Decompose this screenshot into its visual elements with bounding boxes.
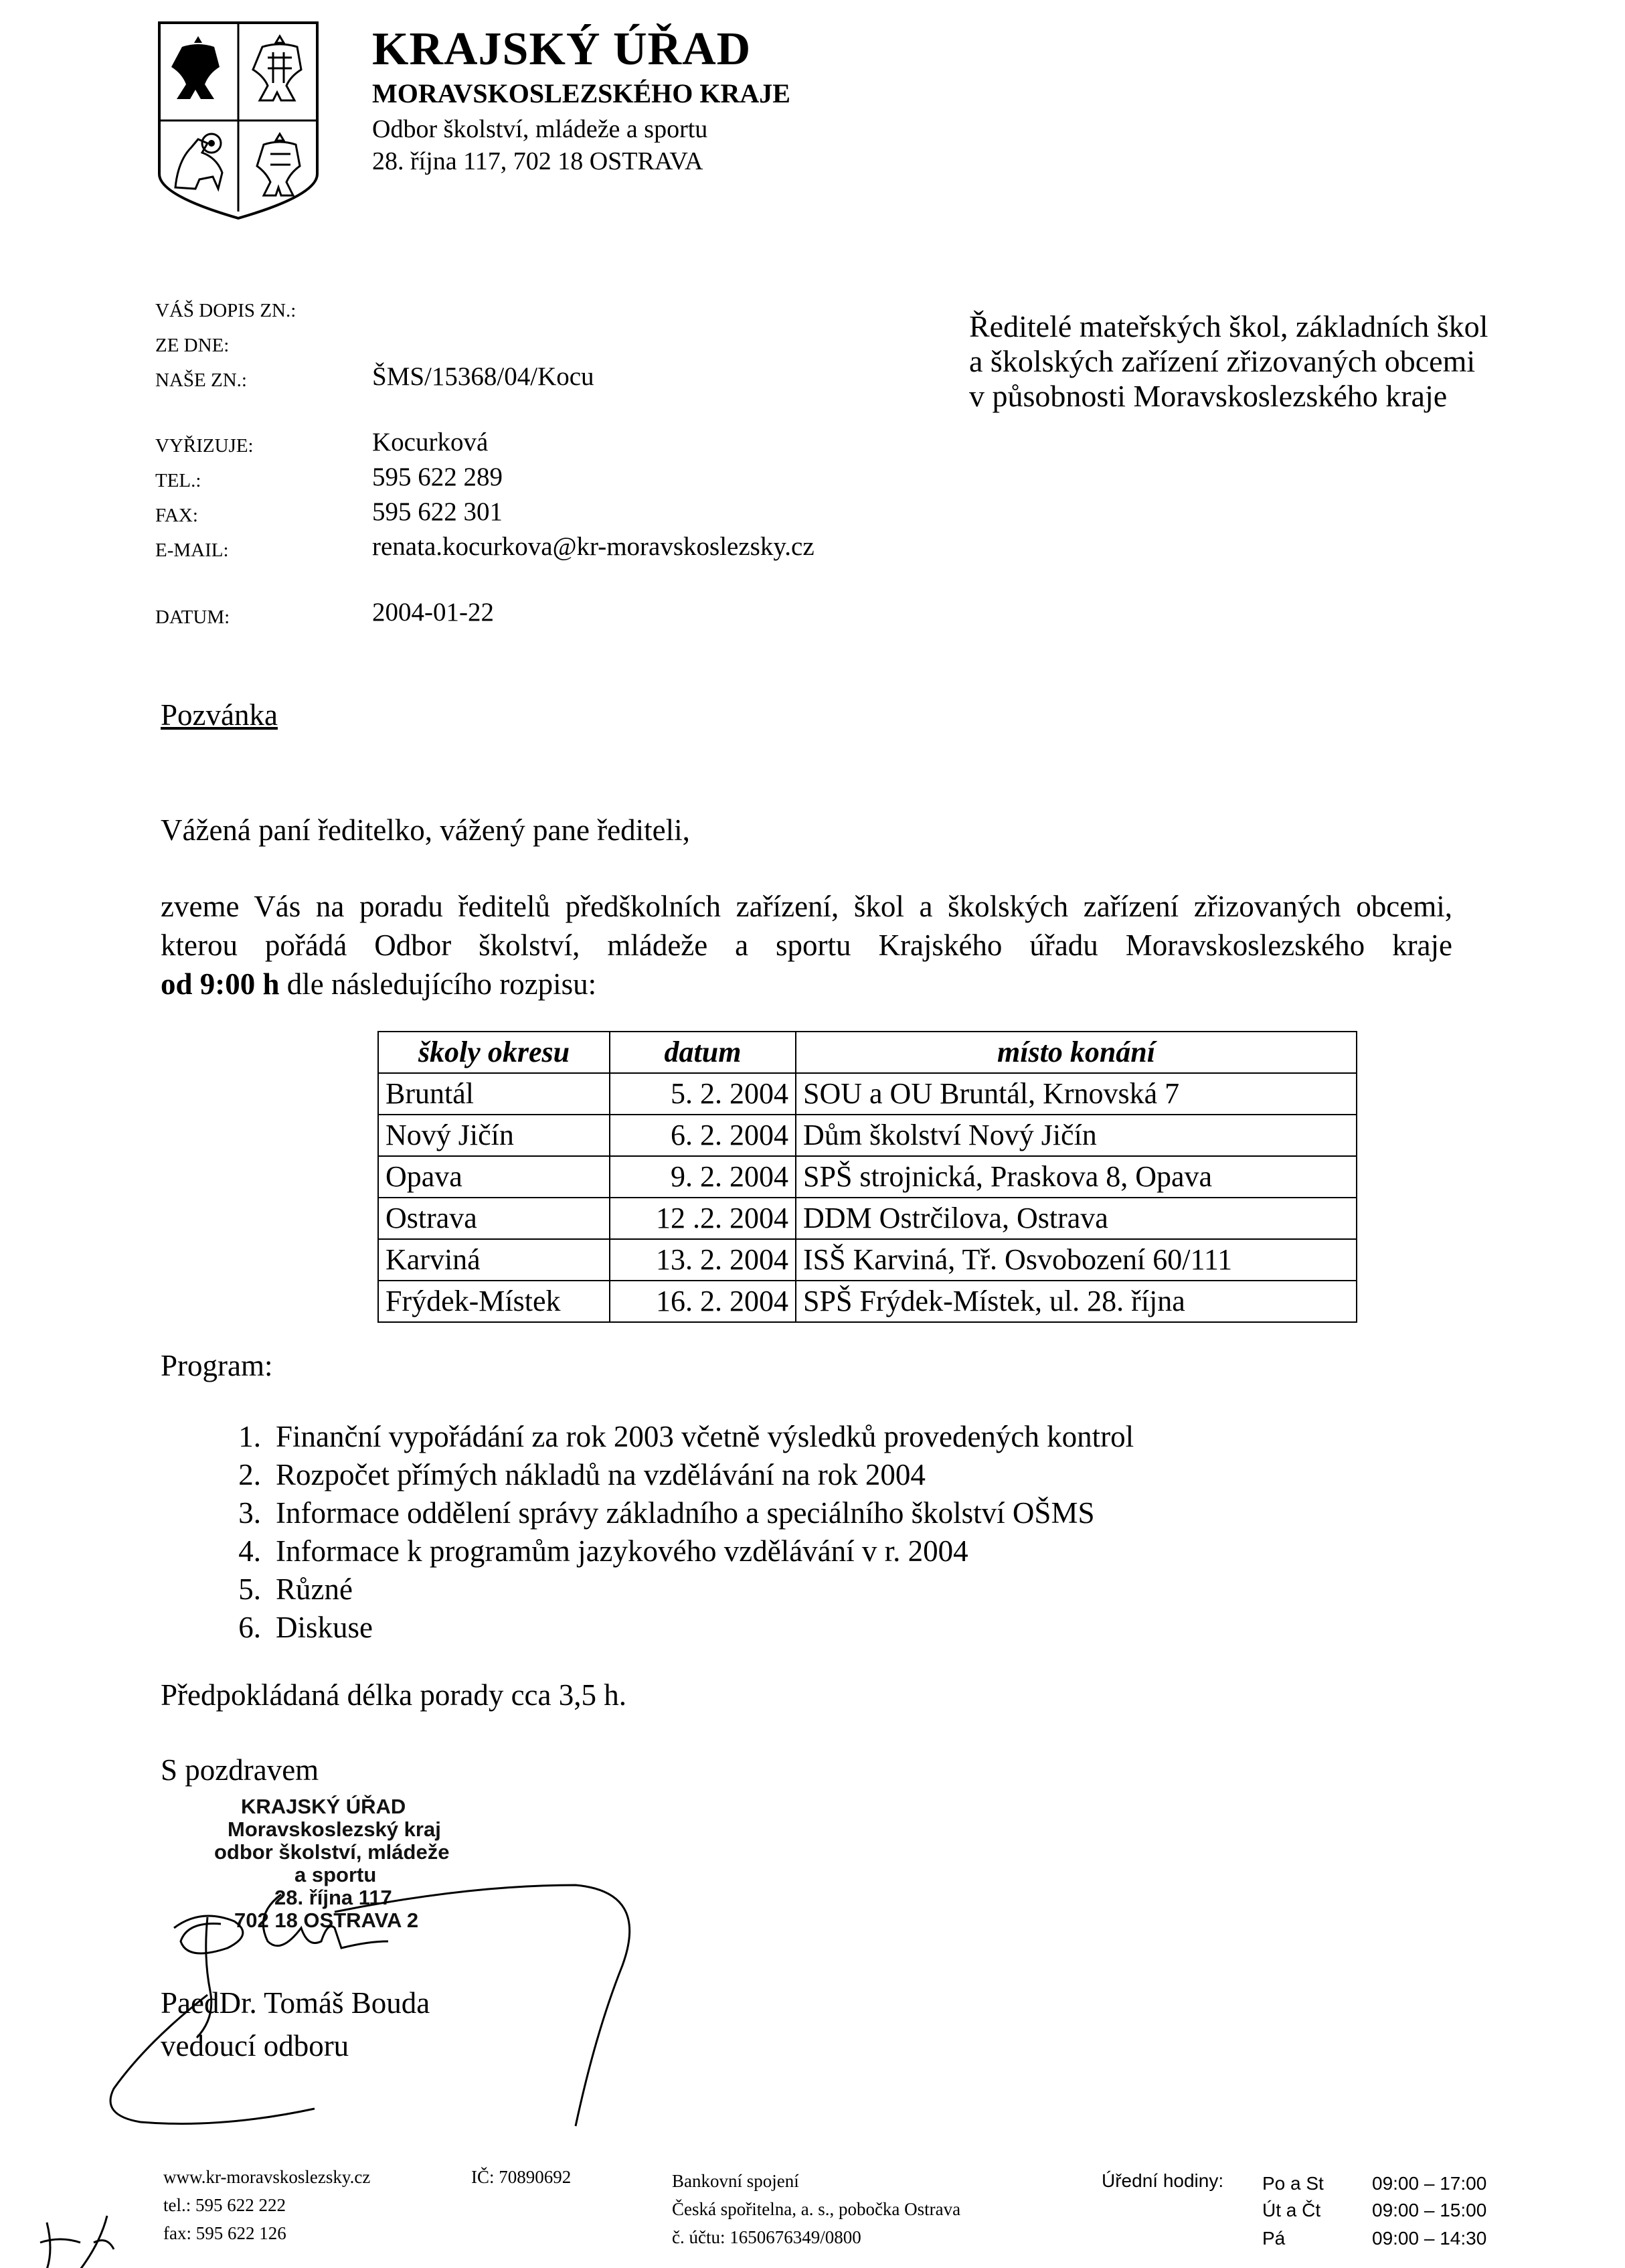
district-cell: Bruntál bbox=[378, 1073, 610, 1115]
invitation-line-3 bbox=[161, 965, 596, 1003]
handled-by-value: Kocurková bbox=[372, 428, 489, 457]
venue-cell: SOU a OU Bruntál, Krnovská 7 bbox=[796, 1073, 1357, 1115]
date-cell: 16. 2. 2004 bbox=[610, 1281, 796, 1322]
column-header-date: datum bbox=[610, 1032, 796, 1073]
addressee-line: v působnosti Moravskoslezského kraje bbox=[969, 379, 1448, 413]
office-address: 28. října 117, 702 18 OSTRAVA bbox=[372, 147, 703, 175]
list-item bbox=[207, 1456, 1134, 1494]
date-cell: 5. 2. 2004 bbox=[610, 1073, 796, 1115]
list-item bbox=[207, 1418, 1134, 1456]
signer-title: vedoucí odboru bbox=[161, 2029, 349, 2062]
footer-bank-account: č. účtu: 1650676349/0800 bbox=[672, 2227, 861, 2247]
table-row bbox=[378, 1198, 1357, 1239]
greeting: S pozdravem bbox=[161, 1753, 319, 1787]
stamp-line: KRAJSKÝ ÚŘAD bbox=[241, 1795, 406, 1818]
phone-label: TEL.: bbox=[155, 470, 201, 491]
office-subtitle: MORAVSKOSLEZSKÉHO KRAJE bbox=[372, 78, 790, 108]
footer-fax: fax: 595 622 126 bbox=[163, 2223, 286, 2243]
item-number: 5. bbox=[238, 1572, 261, 1606]
handled-by-label: VYŘIZUJE: bbox=[155, 435, 254, 457]
item-text: Informace k programům jazykového vzdělávání v r. 2004 bbox=[276, 1534, 968, 1568]
footer-phone: tel.: 595 622 222 bbox=[163, 2195, 286, 2215]
signer-name: PaedDr. Tomáš Bouda bbox=[161, 1986, 430, 2020]
program-label: Program: bbox=[161, 1349, 273, 1382]
invitation-line-3-rest: dle následujícího rozpisu: bbox=[279, 967, 597, 1001]
footer-website: www.kr-moravskoslezsky.cz bbox=[163, 2167, 371, 2187]
list-item bbox=[207, 1532, 1134, 1570]
stamp-line: odbor školství, mládeže bbox=[214, 1840, 450, 1864]
footer-company-id: IČ: 70890692 bbox=[471, 2167, 572, 2187]
stamp-line: a sportu bbox=[294, 1863, 377, 1886]
table-row bbox=[378, 1073, 1357, 1115]
footer-bank-label: Bankovní spojení bbox=[672, 2171, 799, 2191]
salutation: Vážená paní ředitelko, vážený pane řediteli, bbox=[161, 813, 690, 847]
date-of-letter-label: ZE DNE: bbox=[155, 335, 230, 356]
district-cell: Ostrava bbox=[378, 1198, 610, 1239]
list-item bbox=[207, 1609, 1134, 1647]
date-cell: 9. 2. 2004 bbox=[610, 1156, 796, 1198]
email-value: renata.kocurkova@kr-moravskoslezsky.cz bbox=[372, 532, 815, 561]
stamp-line: Moravskoslezský kraj bbox=[228, 1817, 441, 1841]
meeting-time: od 9:00 h bbox=[161, 967, 280, 1001]
footer-hours-days: Pá bbox=[1262, 2228, 1286, 2249]
item-text: Diskuse bbox=[276, 1611, 373, 1644]
column-header-district: školy okresu bbox=[378, 1032, 610, 1073]
stamp-line: 28. října 117 bbox=[274, 1886, 392, 1909]
district-cell: Nový Jičín bbox=[378, 1115, 610, 1156]
phone-value: 595 622 289 bbox=[372, 463, 503, 491]
item-number: 2. bbox=[238, 1458, 261, 1491]
list-item bbox=[207, 1570, 1134, 1609]
district-cell: Karviná bbox=[378, 1239, 610, 1281]
your-letter-ref-label: VÁŠ DOPIS ZN.: bbox=[155, 300, 296, 321]
footer-hours-time: 09:00 – 14:30 bbox=[1372, 2228, 1487, 2249]
meeting-schedule-table bbox=[377, 1031, 1357, 1323]
coat-of-arms-emblem bbox=[155, 20, 321, 221]
column-header-venue: místo konání bbox=[796, 1032, 1357, 1073]
item-number: 3. bbox=[238, 1496, 261, 1530]
table-header-row bbox=[378, 1032, 1357, 1073]
date-label: DATUM: bbox=[155, 606, 230, 628]
item-text: Různé bbox=[276, 1572, 353, 1606]
office-title: KRAJSKÝ ÚŘAD bbox=[372, 23, 752, 75]
letter-subject: Pozvánka bbox=[161, 698, 278, 732]
district-cell: Frýdek-Místek bbox=[378, 1281, 610, 1322]
venue-cell: ISŠ Karviná, Tř. Osvobození 60/111 bbox=[796, 1239, 1357, 1281]
item-number: 1. bbox=[238, 1420, 261, 1453]
table-row bbox=[378, 1156, 1357, 1198]
item-number: 6. bbox=[238, 1611, 261, 1644]
stamp-line: 702 18 OSTRAVA 2 bbox=[234, 1909, 419, 1932]
invitation-line-2: kterou pořádá Odbor školství, mládeže a sportu Krajského úřadu Moravskoslezského kraje bbox=[161, 928, 1452, 962]
venue-cell: Dům školství Nový Jičín bbox=[796, 1115, 1357, 1156]
table-row bbox=[378, 1281, 1357, 1322]
date-cell: 12 .2. 2004 bbox=[610, 1198, 796, 1239]
date-cell: 13. 2. 2004 bbox=[610, 1239, 796, 1281]
item-text: Informace oddělení správy základního a speciálního školství OŠMS bbox=[276, 1496, 1095, 1530]
footer-hours-time: 09:00 – 17:00 bbox=[1372, 2173, 1487, 2194]
item-text: Finanční vypořádání za rok 2003 včetně výsledků provedených kontrol bbox=[276, 1420, 1134, 1453]
date-value: 2004-01-22 bbox=[372, 598, 494, 627]
footer-bank-name: Česká spořitelna, a. s., pobočka Ostrava bbox=[672, 2199, 961, 2219]
office-department: Odbor školství, mládeže a sportu bbox=[372, 115, 708, 143]
venue-cell: DDM Ostrčilova, Ostrava bbox=[796, 1198, 1357, 1239]
footer-hours-time: 09:00 – 15:00 bbox=[1372, 2200, 1487, 2220]
footer-hours-days: Po a St bbox=[1262, 2173, 1324, 2194]
addressee-line: Ředitelé mateřských škol, základních škol bbox=[969, 309, 1488, 343]
venue-cell: SPŠ Frýdek-Místek, ul. 28. října bbox=[796, 1281, 1357, 1322]
meeting-duration: Předpokládaná délka porady cca 3,5 h. bbox=[161, 1678, 626, 1712]
addressee-line: a školských zařízení zřizovaných obcemi bbox=[969, 344, 1476, 378]
fax-label: FAX: bbox=[155, 505, 198, 526]
email-label: E-MAIL: bbox=[155, 540, 229, 561]
item-text: Rozpočet přímých nákladů na vzdělávání na rok 2004 bbox=[276, 1458, 926, 1491]
handwritten-initials bbox=[27, 2209, 161, 2268]
our-ref-value: ŠMS/15368/04/Kocu bbox=[372, 362, 594, 391]
invitation-line-1: zveme Vás na poradu ředitelů předškolních zařízení, škol a školských zařízení zřizovaných obcemi, bbox=[161, 890, 1452, 923]
footer-hours-days: Út a Čt bbox=[1262, 2200, 1321, 2220]
item-number: 4. bbox=[238, 1534, 261, 1568]
venue-cell: SPŠ strojnická, Praskova 8, Opava bbox=[796, 1156, 1357, 1198]
table-row bbox=[378, 1115, 1357, 1156]
program-list bbox=[207, 1418, 1134, 1647]
table-row bbox=[378, 1239, 1357, 1281]
addressee-block bbox=[969, 309, 1488, 414]
list-item bbox=[207, 1494, 1134, 1532]
handwritten-signature bbox=[67, 1848, 643, 2142]
district-cell: Opava bbox=[378, 1156, 610, 1198]
fax-value: 595 622 301 bbox=[372, 497, 503, 526]
footer-hours-label: Úřední hodiny: bbox=[1102, 2170, 1224, 2191]
our-ref-label: NAŠE ZN.: bbox=[155, 370, 247, 391]
date-cell: 6. 2. 2004 bbox=[610, 1115, 796, 1156]
